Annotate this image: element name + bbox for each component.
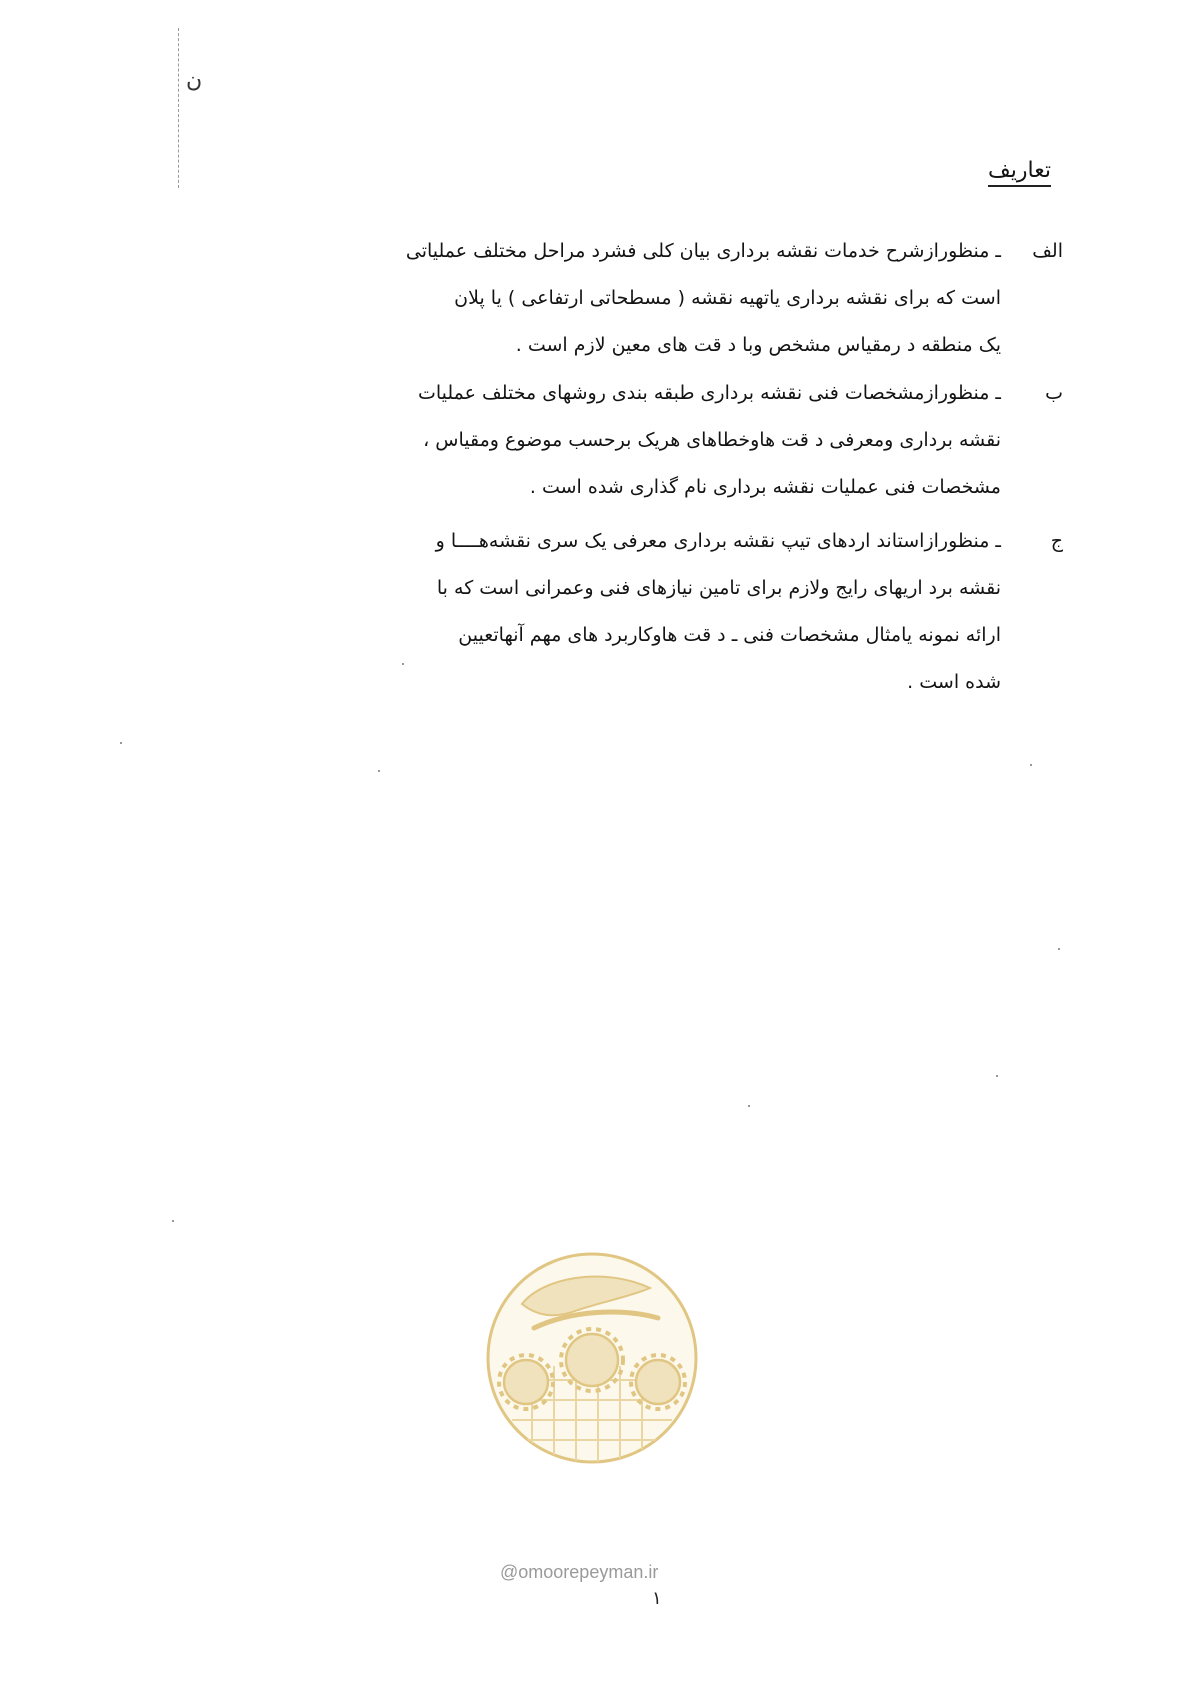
scan-speck [120, 742, 122, 744]
definition-label: ج [1050, 530, 1063, 552]
definition-line: ـ منظورازمشخصات فنی نقشه برداری طبقه بندی روشهای مختلف عملیات [417, 382, 1001, 404]
scan-speck [172, 1220, 174, 1222]
definition-be [203, 370, 1063, 520]
definition-line: ـ منظورازشرح خدمات نقشه برداری بیان کلی فشرد مراحل مختلف عملیاتی [405, 240, 1001, 262]
watermark-logo-icon [482, 1248, 702, 1548]
definition-label: ب [1045, 382, 1063, 404]
scan-speck [1058, 948, 1060, 950]
scan-speck [996, 1075, 998, 1077]
definition-line: مشخصات فنی عملیات نقشه برداری نام گذاری شده است . [529, 476, 1001, 498]
page-heading: تعاریف [988, 158, 1051, 187]
definition-jim [203, 518, 1063, 718]
scan-speck [1030, 764, 1032, 766]
definition-alef [203, 228, 1063, 378]
definition-text [231, 370, 1001, 511]
scan-speck [378, 770, 380, 772]
definition-text [231, 518, 1001, 706]
definition-text [231, 228, 1001, 369]
definition-line: نقشه برد اریهای رایج ولازم برای تامین نیازهای فنی وعمرانی است که با [436, 577, 1001, 599]
watermark-url: @omoorepeyman.ir [500, 1562, 659, 1582]
definition-line: است که برای نقشه برداری یاتهیه نقشه ( مسطحاتی ارتفاعی ) یا پلان [454, 287, 1001, 309]
binding-margin-line [178, 28, 179, 188]
scan-speck [748, 1105, 750, 1107]
page-number: ۱ [652, 1588, 662, 1609]
definition-line: نقشه برداری ومعرفی د قت هاوخطاهای هریک برحسب موضوع ومقیاس ، [423, 429, 1001, 451]
definition-label: الف [1032, 240, 1063, 262]
definition-line: شده است . [907, 671, 1001, 693]
definition-line: یک منطقه د رمقیاس مشخص وبا د قت های معین لازم است . [515, 334, 1001, 356]
definition-line: ـ منظورازاستاند اردهای تیپ نقشه برداری معرفی یک سری نقشه‌هــــا و [435, 530, 1001, 552]
scan-speck [402, 663, 404, 665]
definition-line: ارائه نمونه یامثال مشخصات فنی ـ د قت هاوکاربرد های مهم آنهاتعیین [458, 624, 1001, 646]
corner-mark: ن [186, 68, 203, 93]
